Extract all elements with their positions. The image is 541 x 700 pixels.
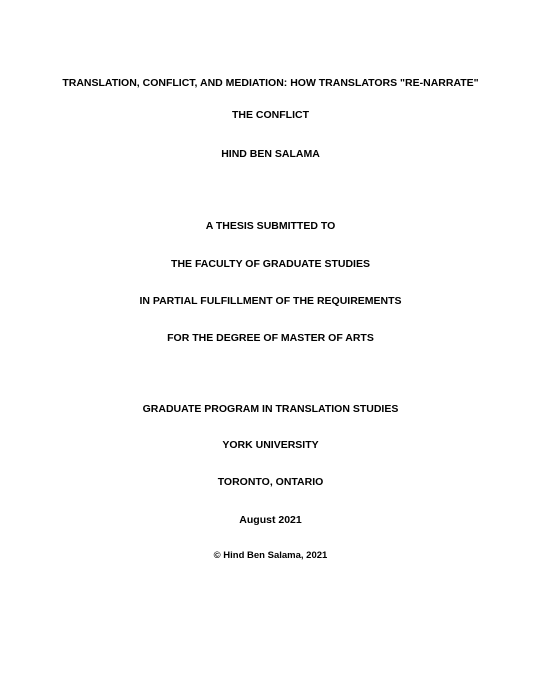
graduate-program: GRADUATE PROGRAM IN TRANSLATION STUDIES [142,403,399,415]
submission-statement-line-1: A THESIS SUBMITTED TO [205,220,336,232]
submission-statement-line-4: FOR THE DEGREE OF MASTER OF ARTS [167,332,374,344]
thesis-title-line-1: TRANSLATION, CONFLICT, AND MEDIATION: HOW TRANSLATORS "RE-NARRATE" [62,77,479,89]
university-name: YORK UNIVERSITY [222,439,319,451]
thesis-title-line-2: THE CONFLICT [232,109,309,121]
submission-date: August 2021 [239,514,302,526]
submission-statement-line-2: THE FACULTY OF GRADUATE STUDIES [171,258,370,270]
submission-statement-line-3: IN PARTIAL FULFILLMENT OF THE REQUIREMENTS [139,295,402,307]
location: TORONTO, ONTARIO [217,476,324,488]
copyright-notice: © Hind Ben Salama, 2021 [213,550,328,561]
author-name: HIND BEN SALAMA [221,148,320,160]
